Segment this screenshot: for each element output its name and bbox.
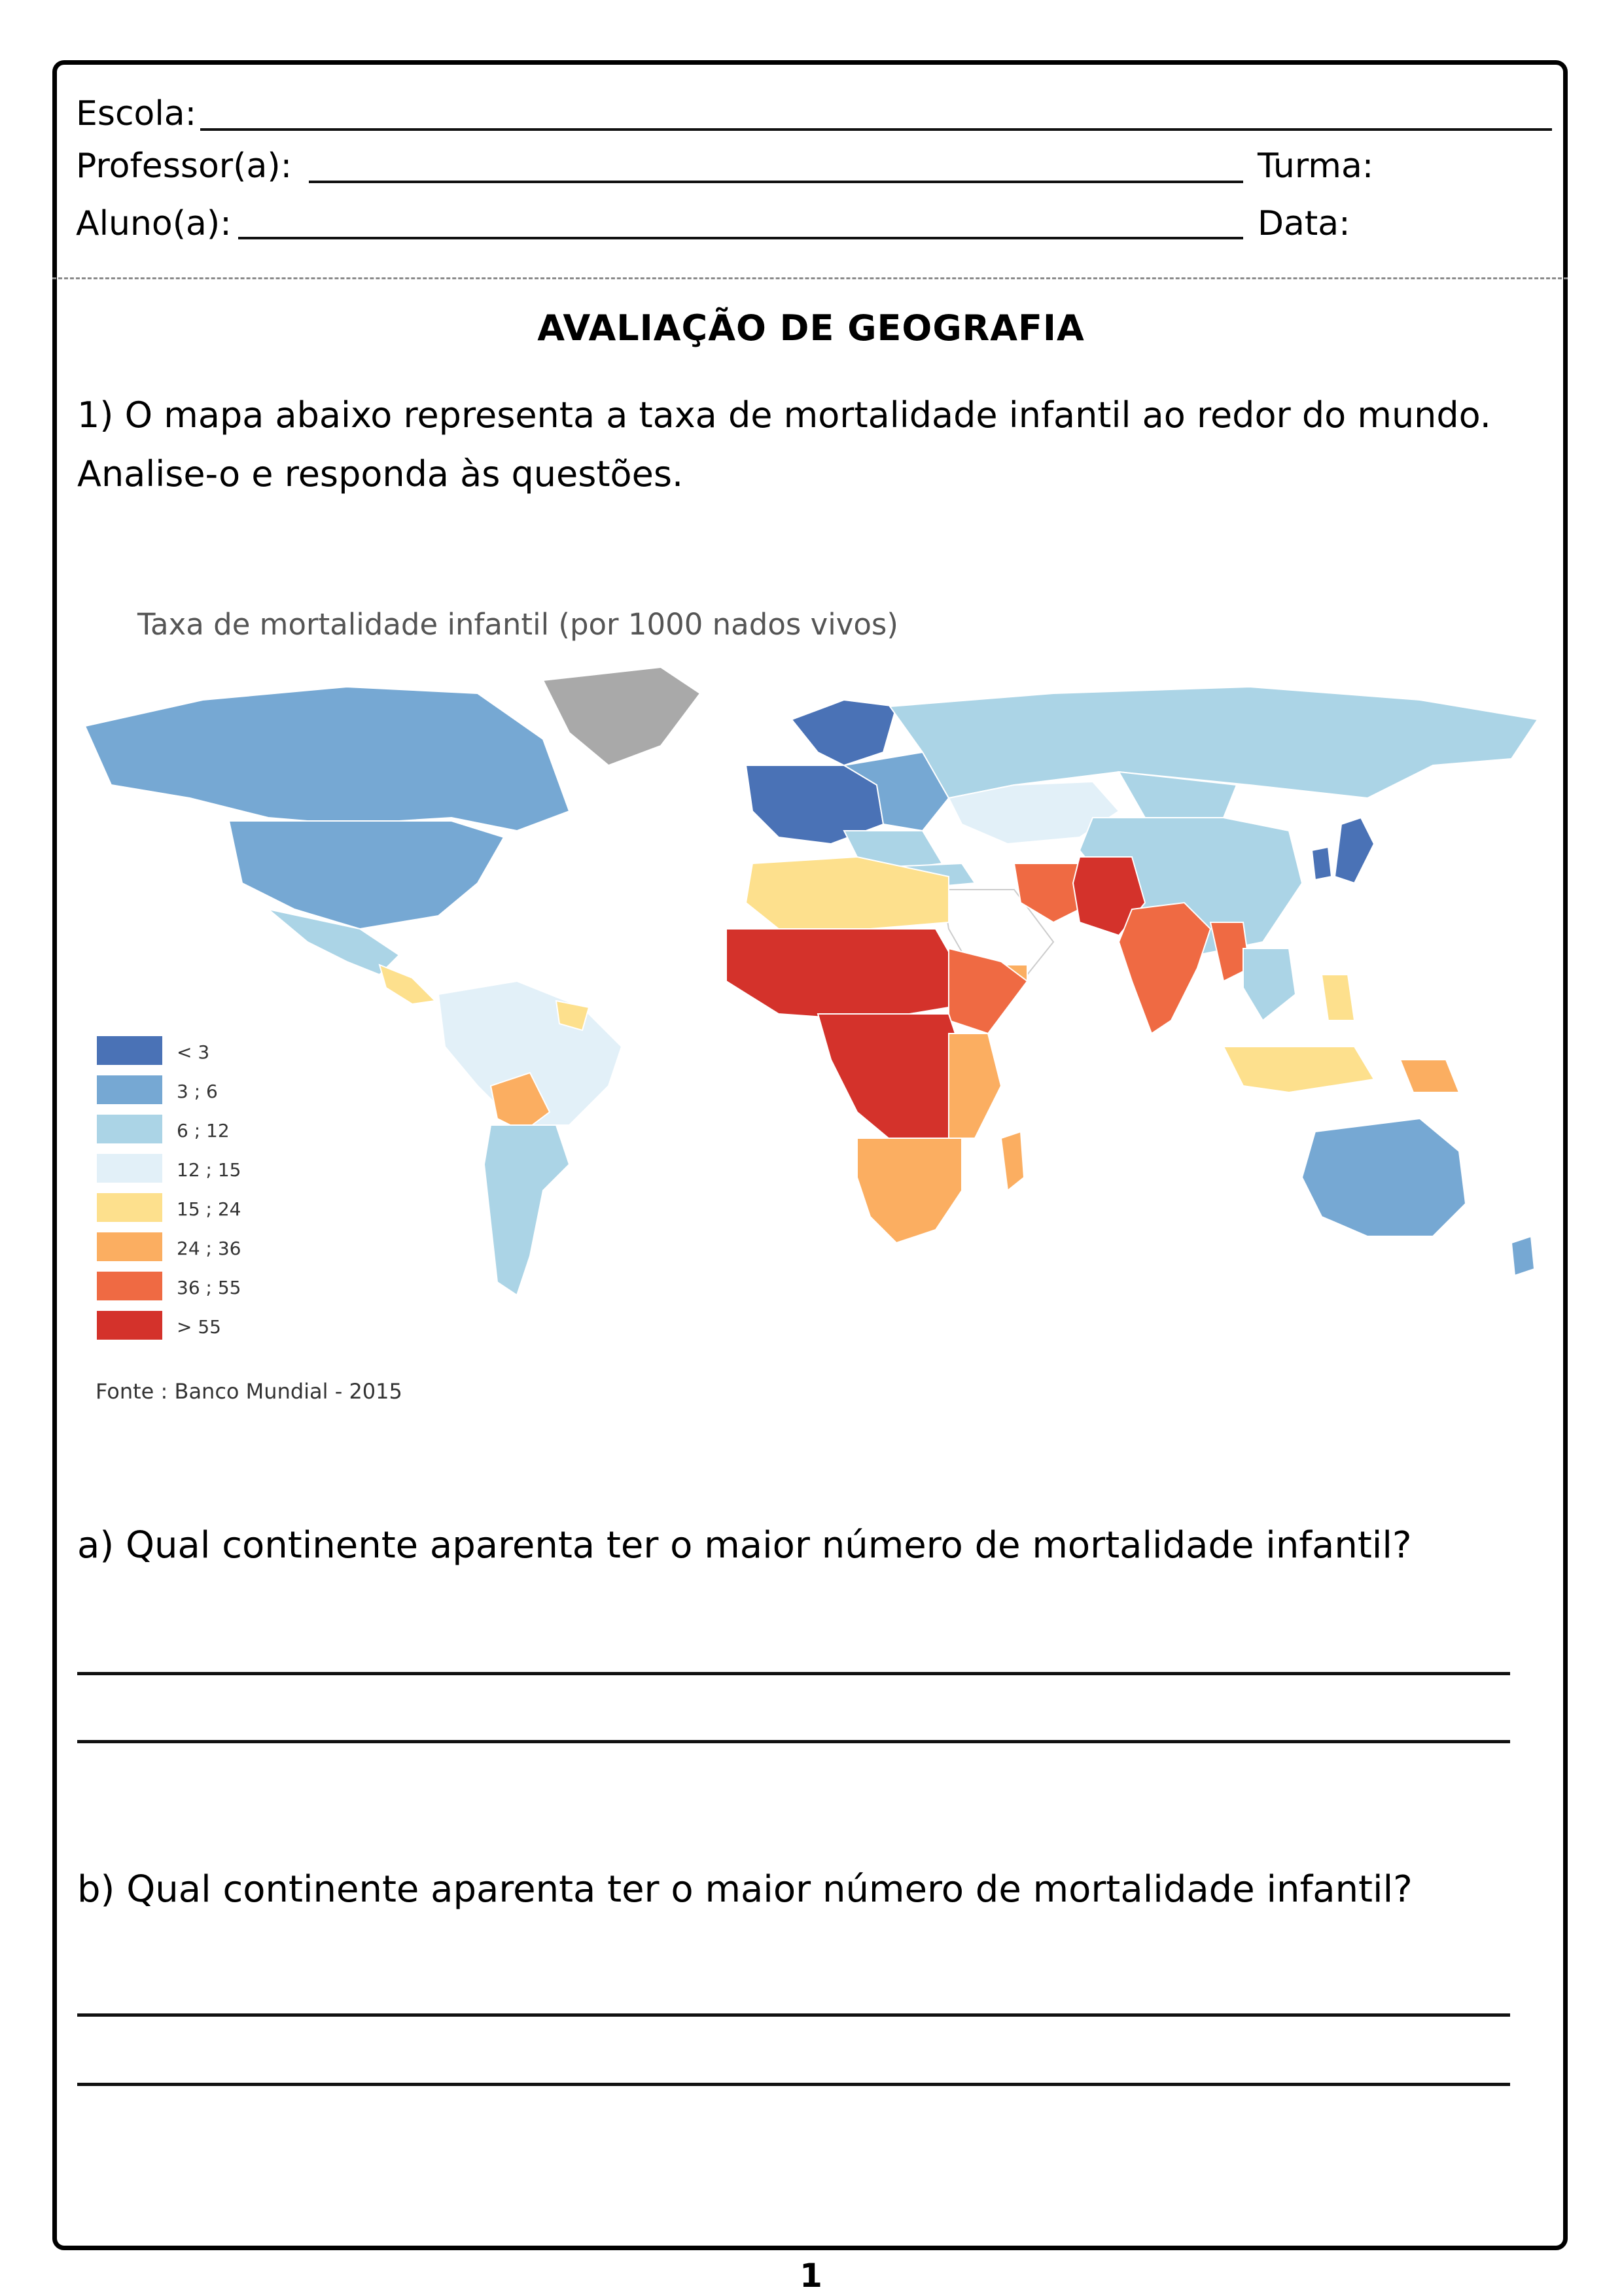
page-title: AVALIAÇÃO DE GEOGRAFIA bbox=[537, 307, 1085, 349]
school-label: Escola: bbox=[76, 94, 197, 133]
legend-swatch bbox=[97, 1154, 162, 1183]
scandinavia-region bbox=[792, 700, 896, 765]
teacher-label: Professor(a): bbox=[76, 147, 292, 186]
legend-label: > 55 bbox=[177, 1316, 221, 1338]
greenland-region bbox=[543, 667, 700, 765]
map-title: Taxa de mortalidade infantil (por 1000 nados vivos) bbox=[137, 607, 898, 642]
usa-region bbox=[229, 821, 504, 929]
student-label: Aluno(a): bbox=[76, 204, 232, 243]
legend-swatch bbox=[97, 1115, 162, 1143]
question-b-text: b) Qual continente aparenta ter o maior número de mortalidade infantil? bbox=[77, 1868, 1413, 1911]
legend-swatch bbox=[97, 1036, 162, 1065]
teacher-field[interactable] bbox=[309, 181, 1243, 183]
sahel-region bbox=[726, 929, 962, 1020]
student-field[interactable] bbox=[238, 237, 1243, 239]
central-america-region bbox=[379, 965, 435, 1004]
page-number: 1 bbox=[800, 2257, 822, 2295]
png-region bbox=[1400, 1060, 1459, 1092]
australia-region bbox=[1302, 1119, 1466, 1236]
new-zealand-region bbox=[1511, 1236, 1534, 1276]
madagascar-region bbox=[1001, 1132, 1024, 1191]
question-1-text: 1) O mapa abaixo representa a taxa de mortalidade infantil ao redor do mundo. Analise-o e responda às questões. bbox=[77, 394, 1491, 495]
korea-region bbox=[1312, 847, 1331, 880]
legend-swatch bbox=[97, 1075, 162, 1104]
south-america-south bbox=[484, 1125, 569, 1295]
legend-swatch bbox=[97, 1272, 162, 1300]
japan-region bbox=[1335, 818, 1374, 883]
answer-a-line-2[interactable] bbox=[77, 1740, 1510, 1743]
world-map bbox=[72, 667, 1557, 1361]
legend-label: 6 ; 12 bbox=[177, 1120, 230, 1141]
legend-label: 12 ; 15 bbox=[177, 1159, 241, 1181]
legend-swatch bbox=[97, 1232, 162, 1261]
header-divider bbox=[52, 277, 1568, 279]
legend-label: 15 ; 24 bbox=[177, 1198, 241, 1220]
answer-b-line-1[interactable] bbox=[77, 2013, 1510, 2017]
canada-region bbox=[85, 687, 569, 831]
se-asia-region bbox=[1243, 948, 1296, 1020]
legend-label: 36 ; 55 bbox=[177, 1277, 241, 1298]
answer-a-line-1[interactable] bbox=[77, 1672, 1510, 1675]
central-africa-region bbox=[818, 1014, 968, 1145]
class-label: Turma: bbox=[1258, 147, 1374, 186]
east-africa-region bbox=[949, 1034, 1001, 1138]
date-label: Data: bbox=[1258, 204, 1350, 243]
legend-label: 24 ; 36 bbox=[177, 1238, 241, 1259]
india-region bbox=[1119, 903, 1210, 1034]
legend-swatch bbox=[97, 1311, 162, 1340]
map-source: Fonte : Banco Mundial - 2015 bbox=[96, 1379, 402, 1404]
answer-b-line-2[interactable] bbox=[77, 2083, 1510, 2086]
russia-region bbox=[890, 687, 1538, 798]
mortality-map-figure bbox=[72, 602, 1557, 1433]
indonesia-region bbox=[1224, 1047, 1374, 1092]
legend-label: 3 ; 6 bbox=[177, 1081, 218, 1102]
southern-africa-region bbox=[857, 1138, 962, 1243]
legend-swatch bbox=[97, 1193, 162, 1222]
school-field[interactable] bbox=[200, 128, 1552, 131]
philippines-region bbox=[1322, 975, 1354, 1020]
question-a-text: a) Qual continente aparenta ter o maior número de mortalidade infantil? bbox=[77, 1524, 1412, 1567]
legend-label: < 3 bbox=[177, 1041, 210, 1063]
